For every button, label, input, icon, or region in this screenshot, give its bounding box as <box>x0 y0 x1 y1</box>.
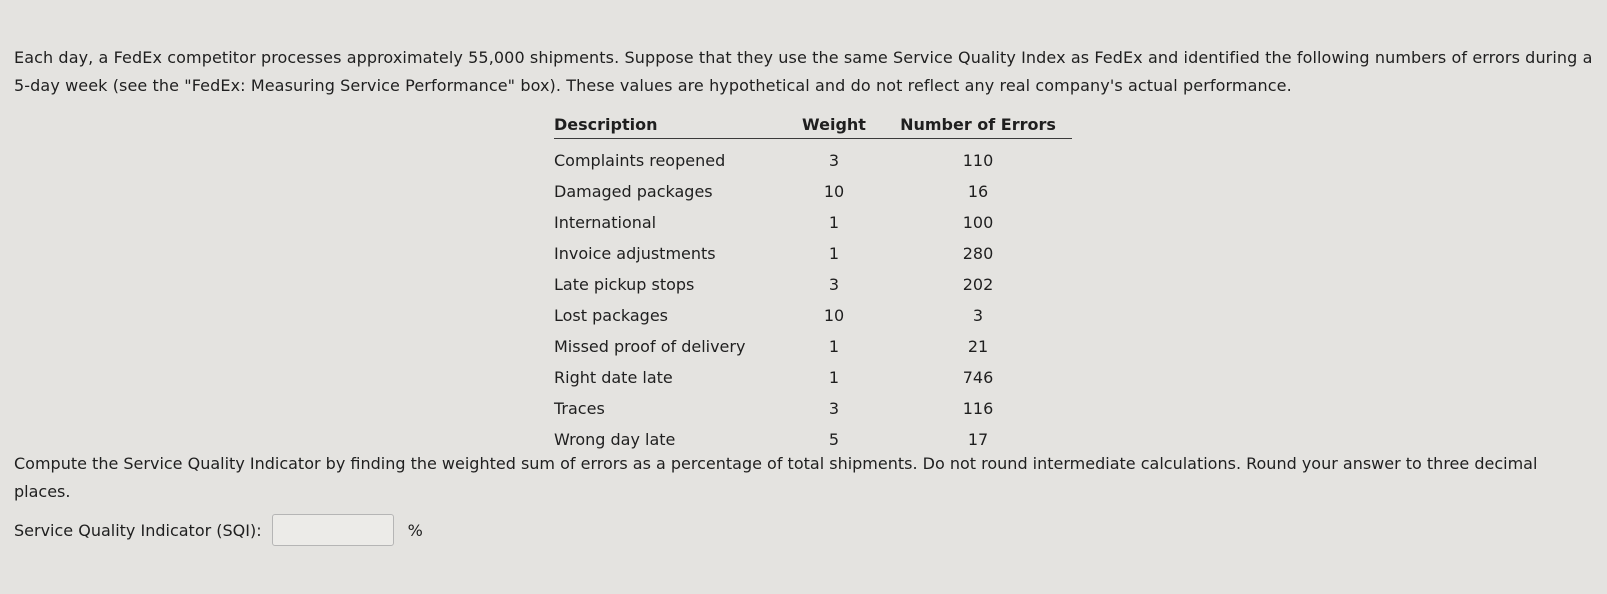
row-errors: 17 <box>967 430 989 449</box>
row-weight: 3 <box>828 399 840 418</box>
row-description: Complaints reopened <box>554 151 726 170</box>
row-weight: 10 <box>823 182 845 201</box>
answer-row <box>14 514 423 546</box>
row-description: Right date late <box>554 368 673 387</box>
header-errors: Number of Errors <box>876 108 1072 139</box>
row-description: International <box>554 213 657 232</box>
errors-table <box>554 108 1072 455</box>
row-description: Lost packages <box>554 306 668 325</box>
row-errors: 746 <box>962 368 994 387</box>
row-errors: 110 <box>962 151 994 170</box>
row-weight: 3 <box>828 151 840 170</box>
table-row <box>554 207 1072 238</box>
row-weight: 5 <box>828 430 840 449</box>
row-errors: 280 <box>962 244 994 263</box>
question-text: Compute the Service Quality Indicator by finding the weighted sum of errors as a percentage of total shipments. Do not round intermediate calculations. Round your answer to three decimal places. <box>14 454 1538 501</box>
table-row <box>554 331 1072 362</box>
row-errors: 116 <box>962 399 994 418</box>
row-description: Damaged packages <box>554 182 713 201</box>
row-weight: 3 <box>828 275 840 294</box>
row-errors: 3 <box>972 306 984 325</box>
table-row <box>554 393 1072 424</box>
table-row <box>554 300 1072 331</box>
table-header-row <box>554 108 1072 139</box>
table-row <box>554 362 1072 393</box>
row-description: Traces <box>554 399 605 418</box>
row-errors: 202 <box>962 275 994 294</box>
row-weight: 1 <box>828 244 840 263</box>
table-body <box>554 139 1072 456</box>
table-row <box>554 269 1072 300</box>
errors-table-block <box>554 108 1094 455</box>
row-description: Wrong day late <box>554 430 676 449</box>
row-description: Missed proof of delivery <box>554 337 746 356</box>
table-row <box>554 139 1072 177</box>
row-weight: 1 <box>828 337 840 356</box>
row-errors: 21 <box>967 337 989 356</box>
row-weight: 1 <box>828 213 840 232</box>
sqi-label: Service Quality Indicator (SQI): <box>14 520 262 540</box>
percent-unit: % <box>407 520 423 540</box>
row-weight: 10 <box>823 306 845 325</box>
row-weight: 1 <box>828 368 840 387</box>
row-errors: 100 <box>962 213 994 232</box>
problem-container <box>14 44 1594 540</box>
table-row <box>554 176 1072 207</box>
sqi-input[interactable] <box>272 514 394 546</box>
problem-intro: Each day, a FedEx competitor processes approximately 55,000 shipments. Suppose that they use the same Service Quality Index as FedEx and identified the following numbers of errors during a 5-day week (see the "FedEx: Measuring Service Performance" box). These values are hypothetical and do not reflect any real company's actual performance. <box>14 48 1593 95</box>
header-weight: Weight <box>792 108 876 139</box>
row-description: Late pickup stops <box>554 275 695 294</box>
header-description: Description <box>554 108 792 139</box>
row-errors: 16 <box>967 182 989 201</box>
table-row <box>554 238 1072 269</box>
row-description: Invoice adjustments <box>554 244 716 263</box>
